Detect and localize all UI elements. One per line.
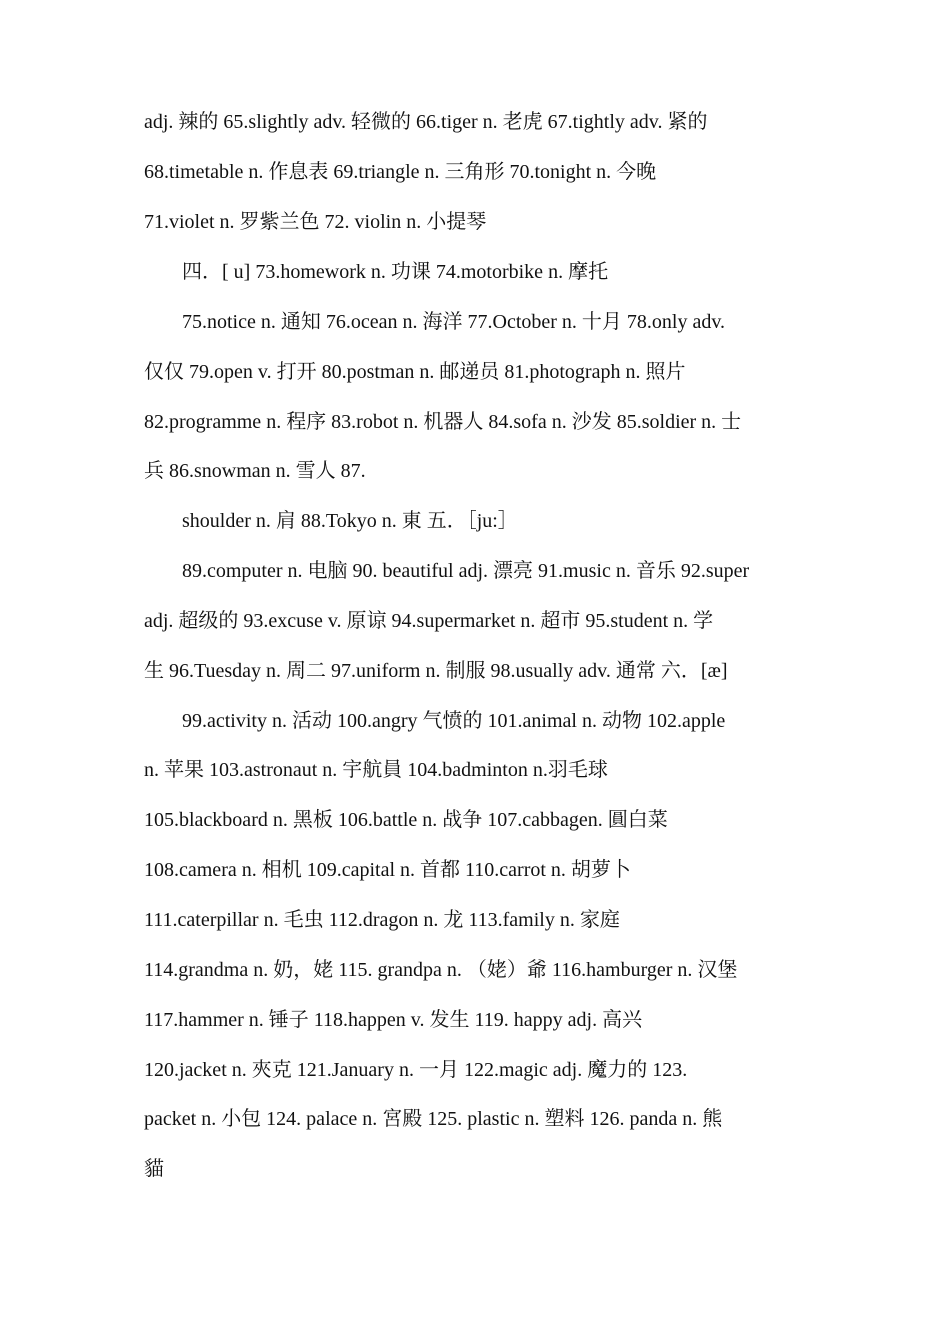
text-line: 兵 86.snowman n. 雪人 87. — [144, 460, 366, 482]
text-line: 117.hammer n. 锤子 118.happen v. 发生 119. happy adj. 高兴 — [144, 1009, 643, 1031]
text-line: adj. 超级的 93.excuse v. 原谅 94.supermarket n. 超市 95.student n. 学 — [144, 610, 714, 632]
text-line: 仅仅 79.open v. 打开 80.postman n. 邮递员 81.photograph n. 照片 — [144, 361, 686, 383]
text-line: 71.violet n. 罗紫兰色 72. violin n. 小提琴 — [144, 211, 487, 233]
text-line: 120.jacket n. 夾克 121.January n. 一月 122.magic adj. 魔力的 123. — [144, 1059, 688, 1081]
text-line: 114.grandma n. 奶，姥 115. grandpa n. （姥）爺 116.hamburger n. 汉堡 — [144, 959, 738, 981]
text-line: 108.camera n. 相机 109.capital n. 首都 110.carrot n. 胡萝卜 — [144, 859, 631, 881]
text-line: 111.caterpillar n. 毛虫 112.dragon n. 龙 113.family n. 家庭 — [144, 909, 620, 931]
text-line: 105.blackboard n. 黑板 106.battle n. 战争 107.cabbagen. 圓白菜 — [144, 809, 668, 831]
text-line: 99.activity n. 活动 100.angry 气愤的 101.animal n. 动物 102.apple — [182, 710, 726, 732]
text-line: n. 苹果 103.astronaut n. 宇航員 104.badminton n.羽毛球 — [144, 759, 608, 781]
section-heading-line: 生 96.Tuesday n. 周二 97.uniform n. 制服 98.usually adv. 通常 六．[æ] — [144, 660, 728, 682]
section-heading-line: shoulder n. 肩 88.Tokyo n. 東 五．［ju:］ — [182, 510, 518, 532]
text-line: packet n. 小包 124. palace n. 宮殿 125. plastic n. 塑料 126. panda n. 熊 — [144, 1108, 723, 1130]
text-line: 68.timetable n. 作息表 69.triangle n. 三角形 70.tonight n. 今晚 — [144, 161, 657, 183]
text-line: 貓 — [144, 1158, 164, 1180]
text-line: 75.notice n. 通知 76.ocean n. 海洋 77.October n. 十月 78.only adv. — [182, 311, 726, 333]
text-line: adj. 辣的 65.slightly adv. 轻微的 66.tiger n. 老虎 67.tightly adv. 紧的 — [144, 111, 708, 133]
text-line: 82.programme n. 程序 83.robot n. 机器人 84.sofa n. 沙发 85.soldier n. 士 — [144, 411, 742, 433]
text-line: 89.computer n. 电脑 90. beautiful adj. 漂亮 91.music n. 音乐 92.super — [182, 560, 750, 582]
section-heading-line: 四．[ u] 73.homework n. 功课 74.motorbike n. 摩托 — [182, 261, 609, 283]
